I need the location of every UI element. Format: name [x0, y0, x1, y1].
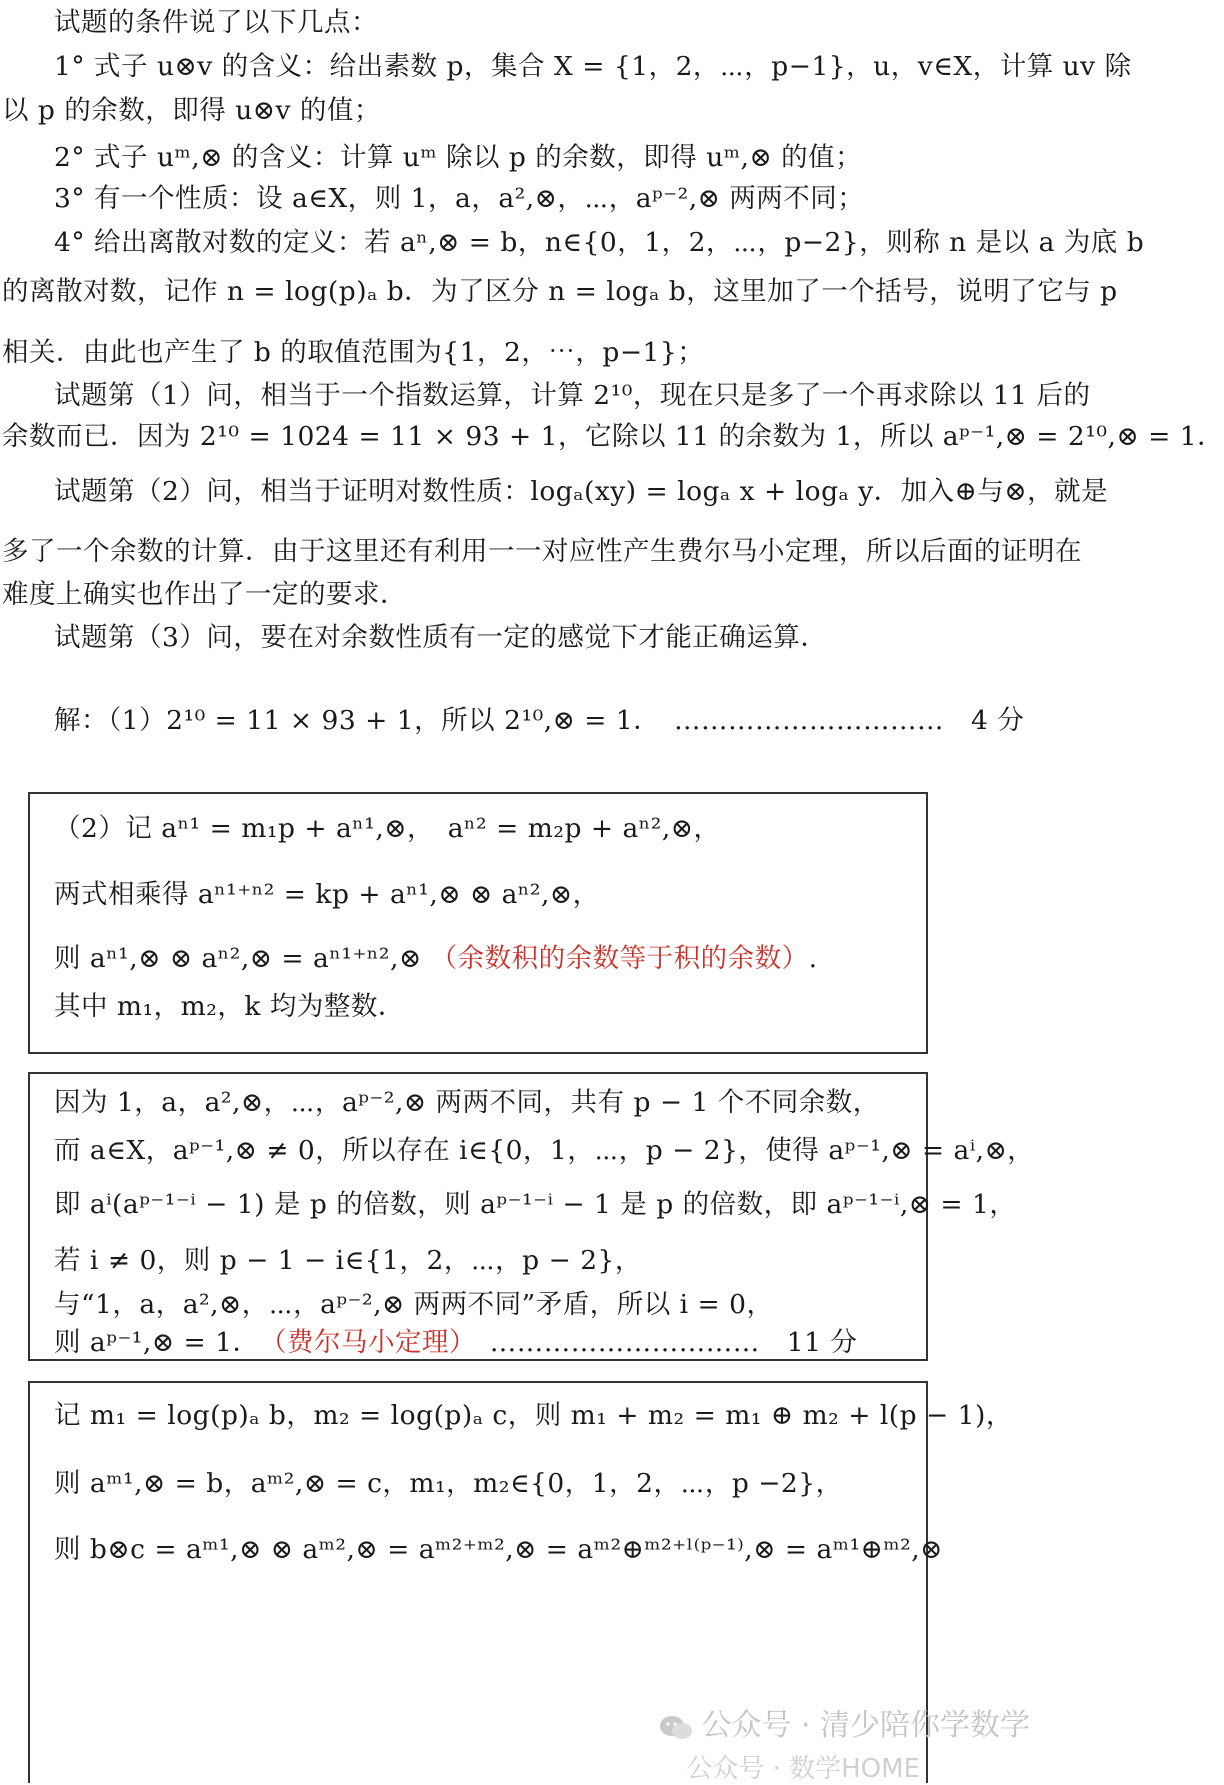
box2-annotation: （费尔马小定理） [273, 1327, 463, 1358]
box1-line-3 [54, 942, 818, 976]
question-2-line-2: 多了一个余数的计算．由于这里还有利用一一对应性产生费尔马小定理，所以后面的证明在 [2, 536, 1082, 567]
box1-line-3-text: 则 aⁿ¹,⊗ ⊗ aⁿ²,⊗ = aⁿ¹⁺ⁿ²,⊗ [54, 943, 431, 974]
condition-4-line-1: 4° 给出离散对数的定义：若 aⁿ,⊗ = b，n∈{0，1，2，⋯，p−2}，则称 n 是以 a 为底 b [54, 227, 1145, 258]
box2-line-6 [54, 1326, 857, 1360]
condition-1-line-1: 1° 式子 u⊗v 的含义：给出素数 p，集合 X = {1，2，⋯，p−1}，u，v∈X，计算 uv 除 [54, 51, 1132, 82]
box3-line-1: 记 m₁ = log(p)ₐ b，m₂ = log(p)ₐ c，则 m₁ + m₂ = m₁ ⊕ m₂ + l(p − 1)， [54, 1400, 1013, 1431]
question-1-line-2: 余数而已．因为 2¹⁰ = 1024 = 11 × 93 + 1，它除以 11 的余数为 1，所以 aᵖ⁻¹,⊗ = 2¹⁰,⊗ = 1． [2, 421, 1224, 452]
box2-line-3: 即 aⁱ(aᵖ⁻¹⁻ⁱ − 1) 是 p 的倍数，则 aᵖ⁻¹⁻ⁱ − 1 是 p 的倍数，即 aᵖ⁻¹⁻ⁱ,⊗ = 1， [54, 1189, 1017, 1220]
box2-line-6-end: ………………………… 11 分 [462, 1327, 858, 1358]
box3-line-2: 则 aᵐ¹,⊗ = b，aᵐ²,⊗ = c，m₁，m₂∈{0，1，2，⋯，p −2}， [54, 1468, 843, 1499]
proof-box-1 [28, 792, 928, 1054]
box1-annotation: （余数积的余数等于积的余数） [430, 943, 809, 974]
solution-part-1: 解：（1）2¹⁰ = 11 × 93 + 1，所以 2¹⁰,⊗ = 1． ………………………… 4 分 [54, 705, 1025, 736]
proof-box-2 [28, 1072, 1035, 1361]
box1-line-1: （2）记 aⁿ¹ = m₁p + aⁿ¹,⊗， aⁿ² = m₂p + aⁿ²,⊗， [54, 813, 721, 844]
condition-3: 3° 有一个性质：设 a∈X，则 1，a，a²,⊗，⋯，aᵖ⁻²,⊗ 两两不同； [54, 183, 865, 214]
question-2-line-3: 难度上确实也作出了一定的要求． [2, 579, 407, 610]
box2-line-5: 与“1，a，a²,⊗，⋯，aᵖ⁻²,⊗ 两两不同”矛盾，所以 i = 0， [54, 1289, 774, 1320]
intro-text: 试题的条件说了以下几点： [54, 7, 378, 38]
watermark-2: 公众号 · 数学HOME [686, 1754, 920, 1784]
condition-2: 2° 式子 uᵐ,⊗ 的含义：计算 uᵐ 除以 p 的余数，即得 uᵐ,⊗ 的值； [54, 142, 863, 173]
box2-line-4: 若 i ≠ 0，则 p − 1 − i∈{1，2，⋯，p − 2}， [54, 1245, 642, 1276]
question-1-line-1: 试题第（1）问，相当于一个指数运算，计算 2¹⁰，现在只是多了一个再求除以 11 后的 [54, 380, 1091, 411]
box1-line-3-end: . [808, 943, 818, 974]
condition-4-line-2: 的离散对数，记作 n = log(p)ₐ b．为了区分 n = logₐ b，这里加了一个括号，说明了它与 p [2, 276, 1118, 307]
condition-1-line-2: 以 p 的余数，即得 u⊗v 的值； [2, 95, 381, 126]
box2-line-1: 因为 1，a，a²,⊗，⋯，aᵖ⁻²,⊗ 两两不同，共有 p − 1 个不同余数， [54, 1087, 880, 1118]
condition-4-line-3: 相关．由此也产生了 b 的取值范围为{1，2，⋯，p−1}； [2, 337, 705, 368]
box2-line-2: 而 a∈X，aᵖ⁻¹,⊗ ≠ 0，所以存在 i∈{0，1，⋯，p − 2}，使得 aᵖ⁻¹,⊗ = aⁱ,⊗， [54, 1135, 1035, 1166]
box1-line-4: 其中 m₁，m₂，k 均为整数． [54, 991, 405, 1022]
question-2-line-1: 试题第（2）问，相当于证明对数性质：logₐ(xy) = logₐ x + logₐ y．加入⊕与⊗，就是 [54, 476, 1109, 507]
wechat-icon [659, 1714, 693, 1740]
watermark [659, 1700, 1030, 1744]
watermark-text: 公众号 · 清少陪你学数学 [701, 1708, 1030, 1743]
box3-line-3: 则 b⊗c = aᵐ¹,⊗ ⊗ aᵐ²,⊗ = aᵐ²⁺ᵐ²,⊗ = aᵐ²⊕ᵐ²⁺ˡ⁽ᵖ⁻¹⁾,⊗ = aᵐ¹⊕ᵐ²,⊗ [54, 1534, 943, 1565]
question-3: 试题第（3）问，要在对余数性质有一定的感觉下才能正确运算． [54, 622, 828, 653]
box2-line-6-text: 则 aᵖ⁻¹,⊗ = 1． [54, 1327, 274, 1358]
box1-line-2: 两式相乘得 aⁿ¹⁺ⁿ² = kp + aⁿ¹,⊗ ⊗ aⁿ²,⊗， [54, 879, 600, 910]
